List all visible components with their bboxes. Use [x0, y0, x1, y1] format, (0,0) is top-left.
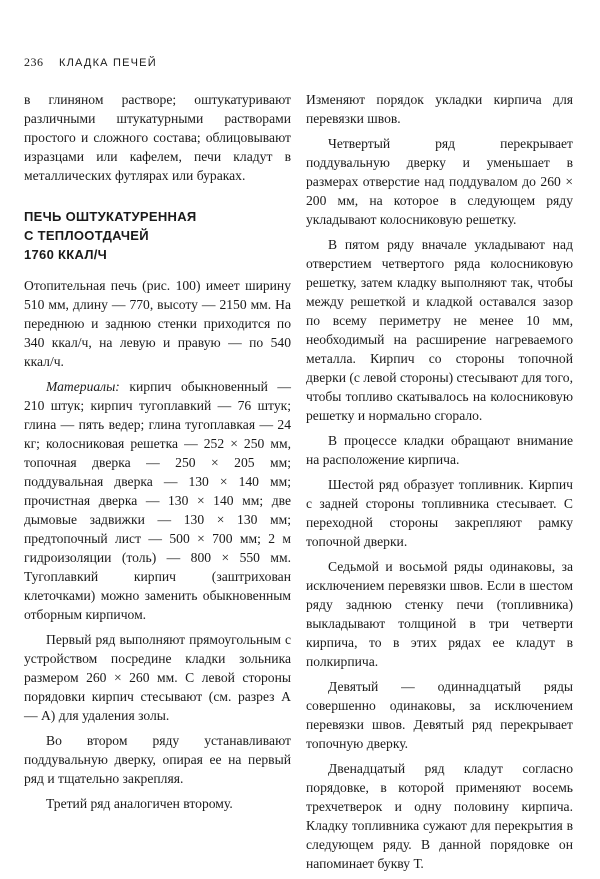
section-heading: [24, 207, 291, 264]
page-header: [24, 55, 157, 70]
paragraph-continuation: в глиняном растворе; оштукатуривают различными штукатурными растворами простого и сложного состава; облицовывают изразцами или кафелем, печи кладут в металлических футлярах или бураках.: [24, 92, 291, 183]
right-column: [306, 90, 573, 879]
paragraph-rows-7-8: Седьмой и восьмой ряды одинаковы, за исключением перевязки швов. Если в шестом ряду заднюю стенку печи (топливника) выкладывают толщиной в три четверти кирпича, то в этих рядах ее кладут в полкирпича.: [306, 559, 573, 669]
paragraph-materials: [24, 377, 291, 624]
materials-label: Материалы:: [46, 379, 120, 394]
paragraph-row-12: Двенадцатый ряд кладут согласно порядовке, в которой применяют восемь трехчетверок и одну половину кирпича. Кладку топливника сужают для перекрытия в следующем ряду. В данной порядовке он напоминает букву Т.: [306, 761, 573, 871]
paragraph-brick-layout: В процессе кладки обращают внимание на расположение кирпича.: [306, 433, 573, 467]
materials-text: кирпич обыкновенный — 210 штук; кирпич тугоплавкий — 76 штук; глина — пять ведер; глина тугоплавкая — 24 кг; колосниковая решетка — 252 × 250 мм, топочная дверка — 250 × 205 мм; поддувальная дверка — 130 × 140 мм; прочистная дверка — 130 × 140 мм; две дымовые задвижки — 130 × 130 мм; предтопочный лист — 500 × 700 мм; 2 м гидроизоляции (толь) — 800 × 550 мм. Тугоплавкий кирпич (заштрихован клеточками) можно заменить обыкновенным отборным кирпичом.: [24, 379, 291, 622]
paragraph-row-5: В пятом ряду вначале укладывают над отверстием четвертого ряда колосниковую решетку, затем кладку выполняют так, чтобы между решеткой и кладкой оставался зазор по всему периметру не менее 10 мм, необходимый на расширение нагреваемого металла. Кирпич со стороны топочной дверки (с левой стороны) стесывают для того, чтобы топливо скатывалось на колосниковую решетку и нормально сгорало.: [306, 237, 573, 423]
paragraph-rows-9-11: Девятый — одиннадцатый ряды совершенно одинаковы, за исключением перевязки швов. Девятый ряд перекрывает топочную дверку.: [306, 679, 573, 751]
paragraph-continuation-right: Изменяют порядок укладки кирпича для перевязки швов.: [306, 92, 573, 126]
paragraph-row-6: Шестой ряд образует топливник. Кирпич с задней стороны топливника стесывает. С переходной стороны закрепляют рамку топочной дверки.: [306, 477, 573, 549]
running-title: КЛАДКА ПЕЧЕЙ: [59, 57, 157, 69]
paragraph-row-2: Во втором ряду устанавливают поддувальную дверку, опирая ее на первый ряд и тщательно закрепляя.: [24, 733, 291, 786]
paragraph-stove-dimensions: Отопительная печь (рис. 100) имеет ширину 510 мм, длину — 770, высоту — 2150 мм. На переднюю и заднюю стенки приходится по 340 ккал/ч, на левую и правую — по 540 ккал/ч.: [24, 278, 291, 369]
paragraph-row-3: Третий ряд аналогичен второму.: [46, 796, 233, 811]
heading-line-3: 1760 ККАЛ/Ч: [24, 247, 108, 262]
heading-line-1: ПЕЧЬ ОШТУКАТУРЕННАЯ: [24, 209, 197, 224]
page-number: 236: [24, 55, 44, 69]
left-column: [24, 90, 291, 819]
paragraph-row-1: Первый ряд выполняют прямоугольным с устройством посредине кладки зольника размером 260 × 260 мм. С левой стороны порядовки кирпич стесывают (см. разрез А — А) для удаления золы.: [24, 632, 291, 723]
heading-line-2: С ТЕПЛООТДАЧЕЙ: [24, 228, 149, 243]
paragraph-row-4: Четвертый ряд перекрывает поддувальную дверку и уменьшает в размерах отверстие над поддувалом до 260 × 200 мм, на которое в следующем ряду укладывают колосниковую решетку.: [306, 136, 573, 227]
